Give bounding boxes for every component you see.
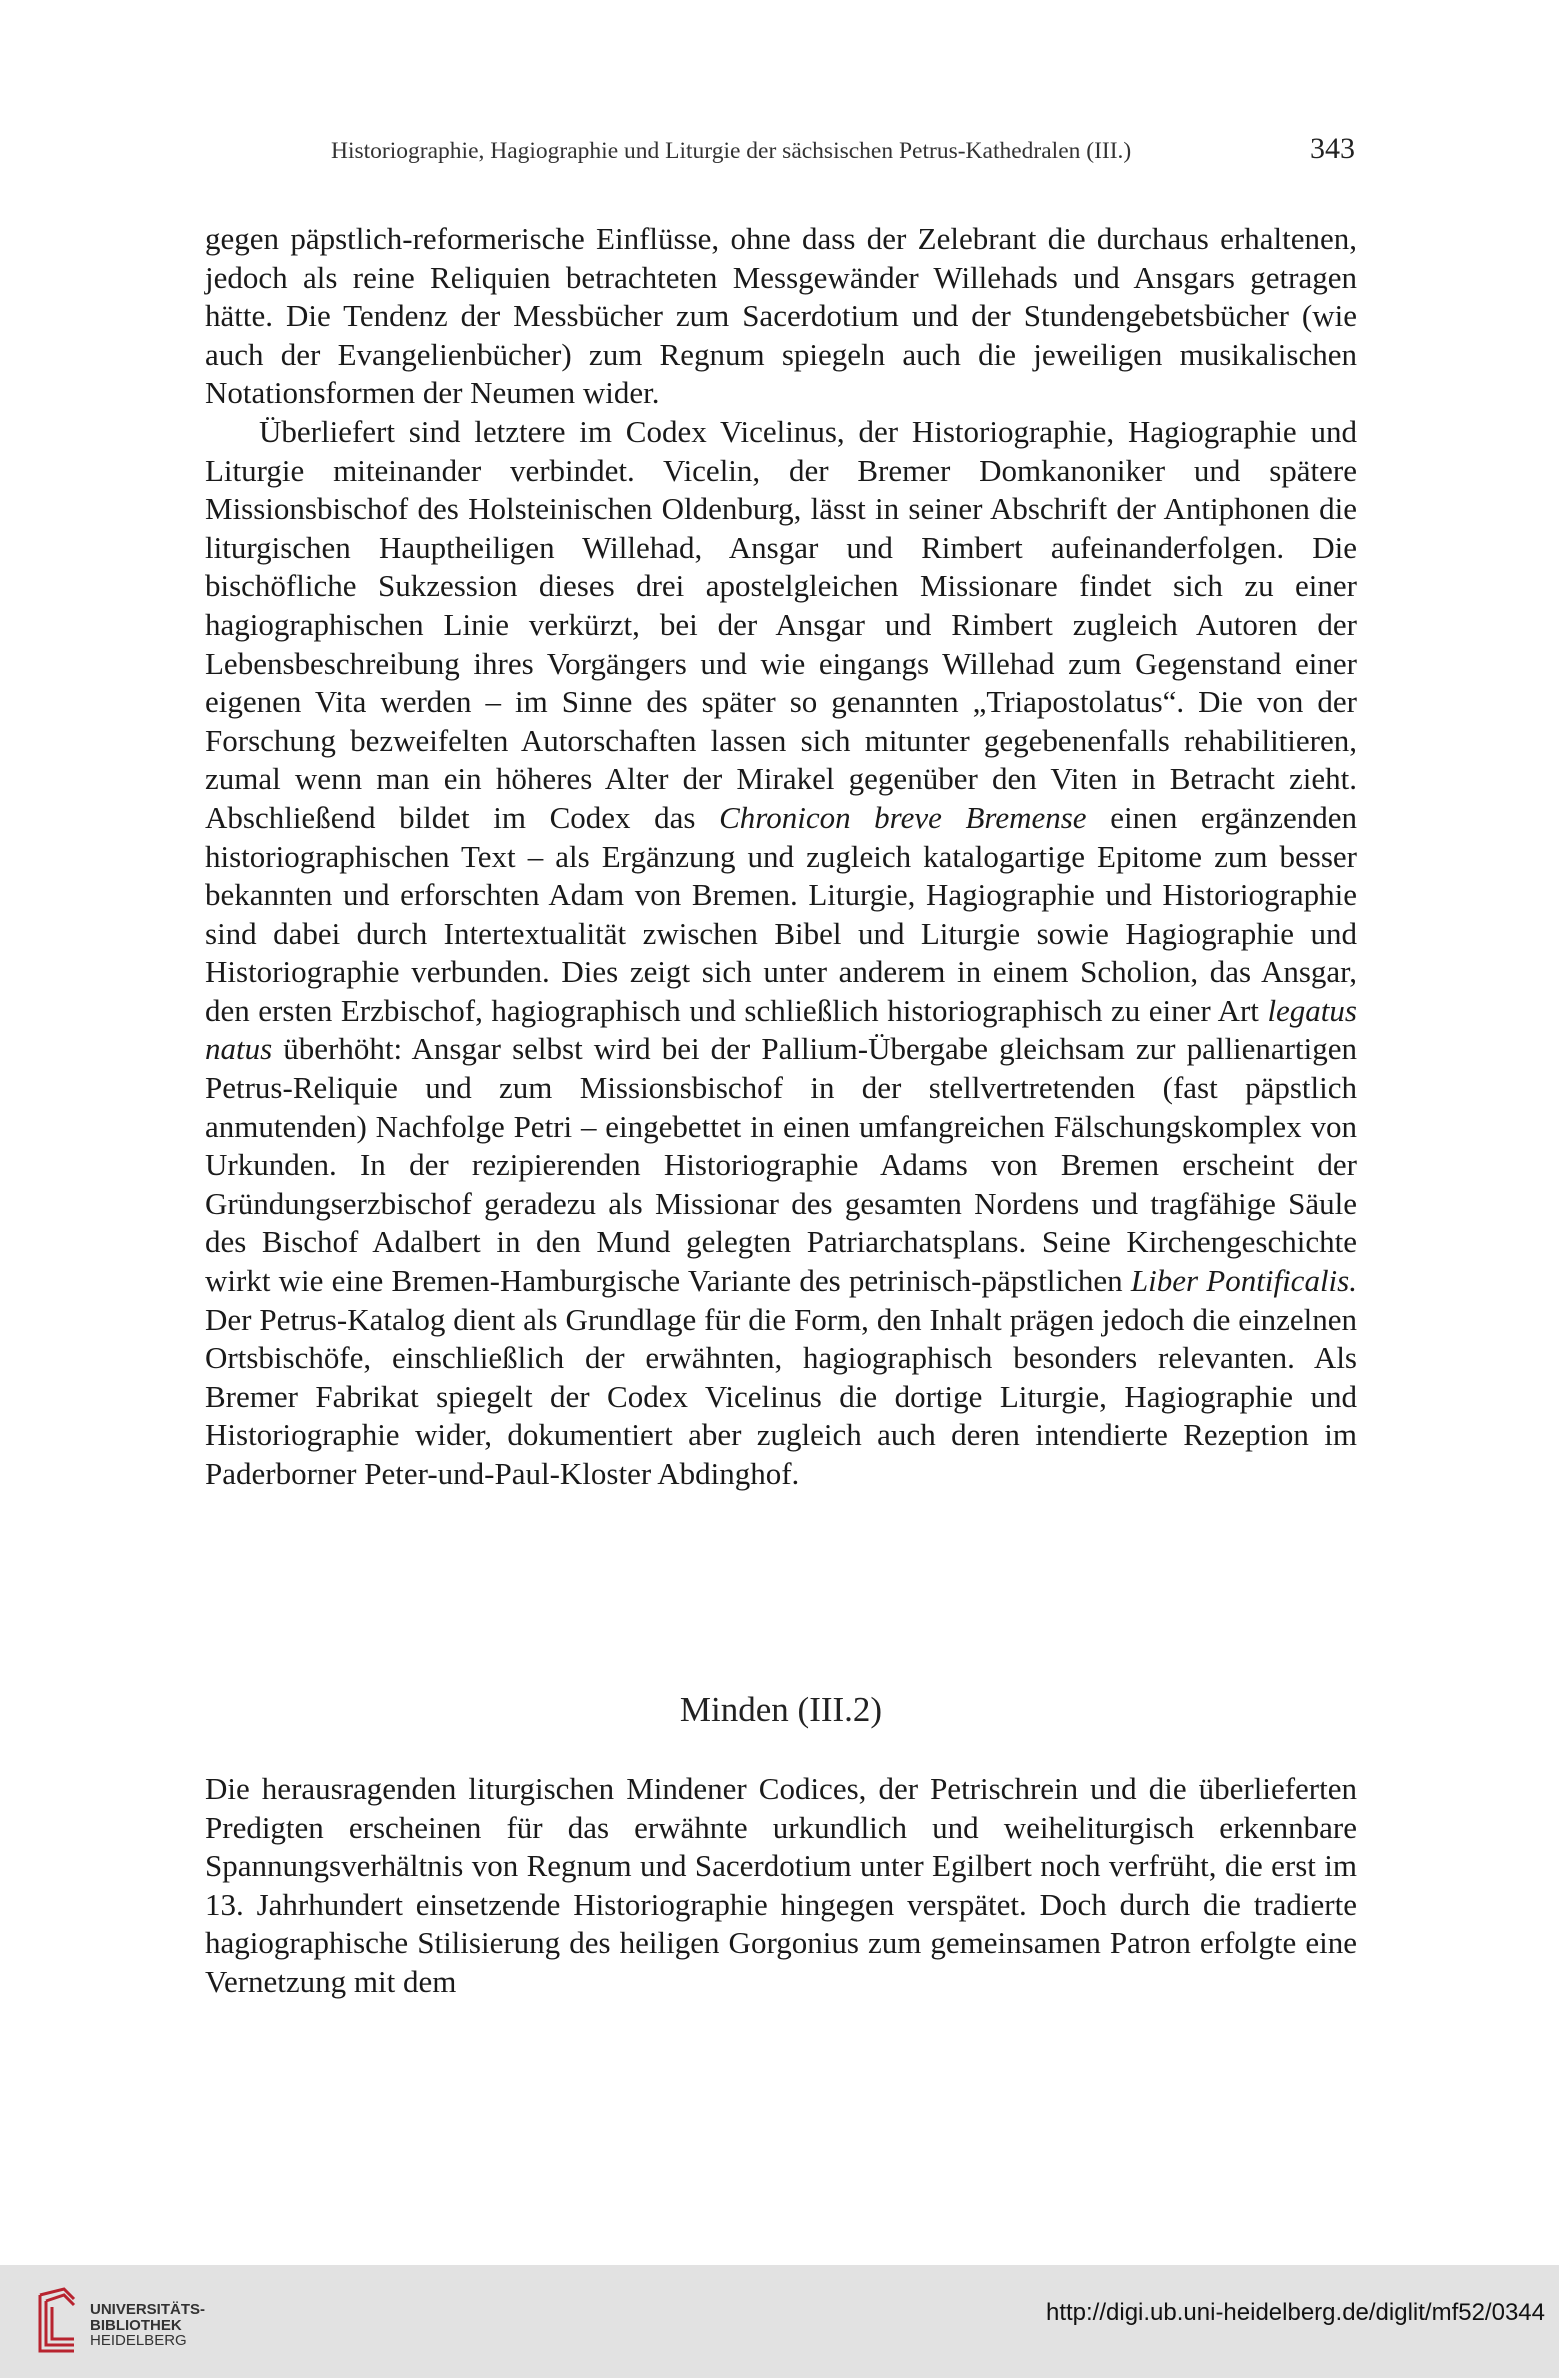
paragraph	[205, 220, 1357, 413]
text-run: gegen päpstlich-reformerische Einflüsse, ohne dass der Zelebrant die durchaus erhaltenen, jedoch als reine Reliquien betrachteten Messgewänder Willehads und Ansgars getragen hätte. Die Tendenz der Messbücher zum Sacerdotium und der Stundengebetsbücher (wie auch der Evangelienbücher) zum Regnum spiegeln auch die jeweiligen musikalischen Notationsformen der Neumen wider.	[205, 221, 1357, 411]
text-run: Überliefert sind letztere im Codex Vicelinus, der Historiographie, Hagiographie und Liturgie miteinander verbindet. Vicelin, der Bremer Domkanoniker und spätere Missionsbischof des Holsteinischen Oldenburg, lässt in seiner Abschrift der Antiphonen die liturgischen Hauptheiligen Willehad, Ansgar und Rimbert aufeinanderfolgen. Die bischöfliche Sukzession dieses drei apostelgleichen Missionare findet sich zu einer hagiographischen Linie verkürzt, bei der Ansgar und Rimbert zugleich Autoren der Lebensbeschreibung ihres Vorgängers und wie eingangs Willehad zum Gegenstand einer eigenen Vita werden – im Sinne des später so genannten „Triapostolatus“. Die von der Forschung bezweifelten Autorschaften lassen sich mitunter gegebenenfalls rehabilitieren, zumal wenn man ein höheres Alter der Mirakel gegenüber den Viten in Betracht zieht. Abschließend bildet im Codex das	[205, 413, 1357, 835]
italic-title: Liber Pontificalis.	[1130, 1263, 1357, 1299]
library-logo-icon	[34, 2285, 82, 2357]
library-logo[interactable]	[34, 2285, 294, 2365]
source-url-link[interactable]: http://digi.ub.uni-heidelberg.de/diglit/mf52/0344	[1045, 2299, 1545, 2326]
paragraph	[205, 413, 1357, 1494]
text-run: Die herausragenden liturgischen Mindener Codices, der Petrischrein und die überlieferten Predigten erscheinen für das erwähnte urkundlich und weiheliturgisch erkennbare Spannungsverhältnis von Regnum und Sacerdotium unter Egilbert noch verfrüht, die erst im 13. Jahrhundert einsetzende Historiographie hingegen verspätet. Doch durch die tradierte hagiographische Stilisierung des heiligen Gorgonius zum gemeinsamen Patron erfolgte eine Vernetzung mit dem	[205, 1771, 1357, 1999]
library-logo-text	[90, 2302, 205, 2349]
page-number: 343	[1310, 132, 1355, 165]
italic-title: Chronicon breve Bremense	[719, 799, 1087, 835]
running-head-title: Historiographie, Hagiographie und Liturgie der sächsischen Petrus-Kathedralen (III.)	[331, 138, 1132, 164]
body-text-section	[205, 1770, 1357, 2002]
body-text	[205, 220, 1357, 1494]
text-run: überhöht: Ansgar selbst wird bei der Pallium-Übergabe gleichsam zur pallienartigen Petrus-Reliquie und zum Missionsbischof in der stellvertretenden (fast päpstlich anmutenden) Nachfolge Petri – eingebettet in einen umfangreichen Fälschungskomplex von Urkunden. In der rezipierenden Historiographie Adams von Bremen erscheint der Gründungserzbischof geradezu als Missionar des gesamten Nordens und tragfähige Säule des Bischof Adalbert in den Mund gelegten Patriarchatsplans. Seine Kirchengeschichte wirkt wie eine Bremen-Hamburgische Variante des petrinisch-päpstlichen	[205, 1031, 1357, 1299]
section-heading: Minden (III.2)	[679, 1690, 883, 1729]
logo-line-3: HEIDELBERG	[90, 2332, 187, 2349]
text-run: Der Petrus-Katalog dient als Grundlage für die Form, den Inhalt prägen jedoch die einzelnen Ortsbischöfe, einschließlich der erwähnten, hagiographisch besonders relevanten. Als Bremer Fabrikat spiegelt der Codex Vicelinus die dortige Liturgie, Hagiographie und Historiographie wider, dokumentiert aber zugleich auch deren intendierte Rezeption im Paderborner Peter-und-Paul-Kloster Abdinghof.	[205, 1301, 1357, 1491]
logo-line-2: BIBLIOTHEK	[90, 2316, 182, 2334]
footer-bar	[0, 2265, 1559, 2378]
paragraph	[205, 1770, 1357, 2002]
logo-line-1: UNIVERSITÄTS-	[90, 2301, 206, 2318]
text-run: einen ergänzenden historiographischen Text – als Ergänzung und zugleich katalogartige Epitome zum besser bekannten und erforschten Adam von Bremen. Liturgie, Hagiographie und Historiographie sind dabei durch Intertextualität zwischen Bibel und Liturgie sowie Hagiographie und Historiographie verbunden. Dies zeigt sich unter anderem in einem Scholion, das Ansgar, den ersten Erzbischof, hagiographisch und schließlich historiographisch zu einer Art	[205, 799, 1357, 1028]
italic-title: legatus natus	[205, 992, 1357, 1067]
